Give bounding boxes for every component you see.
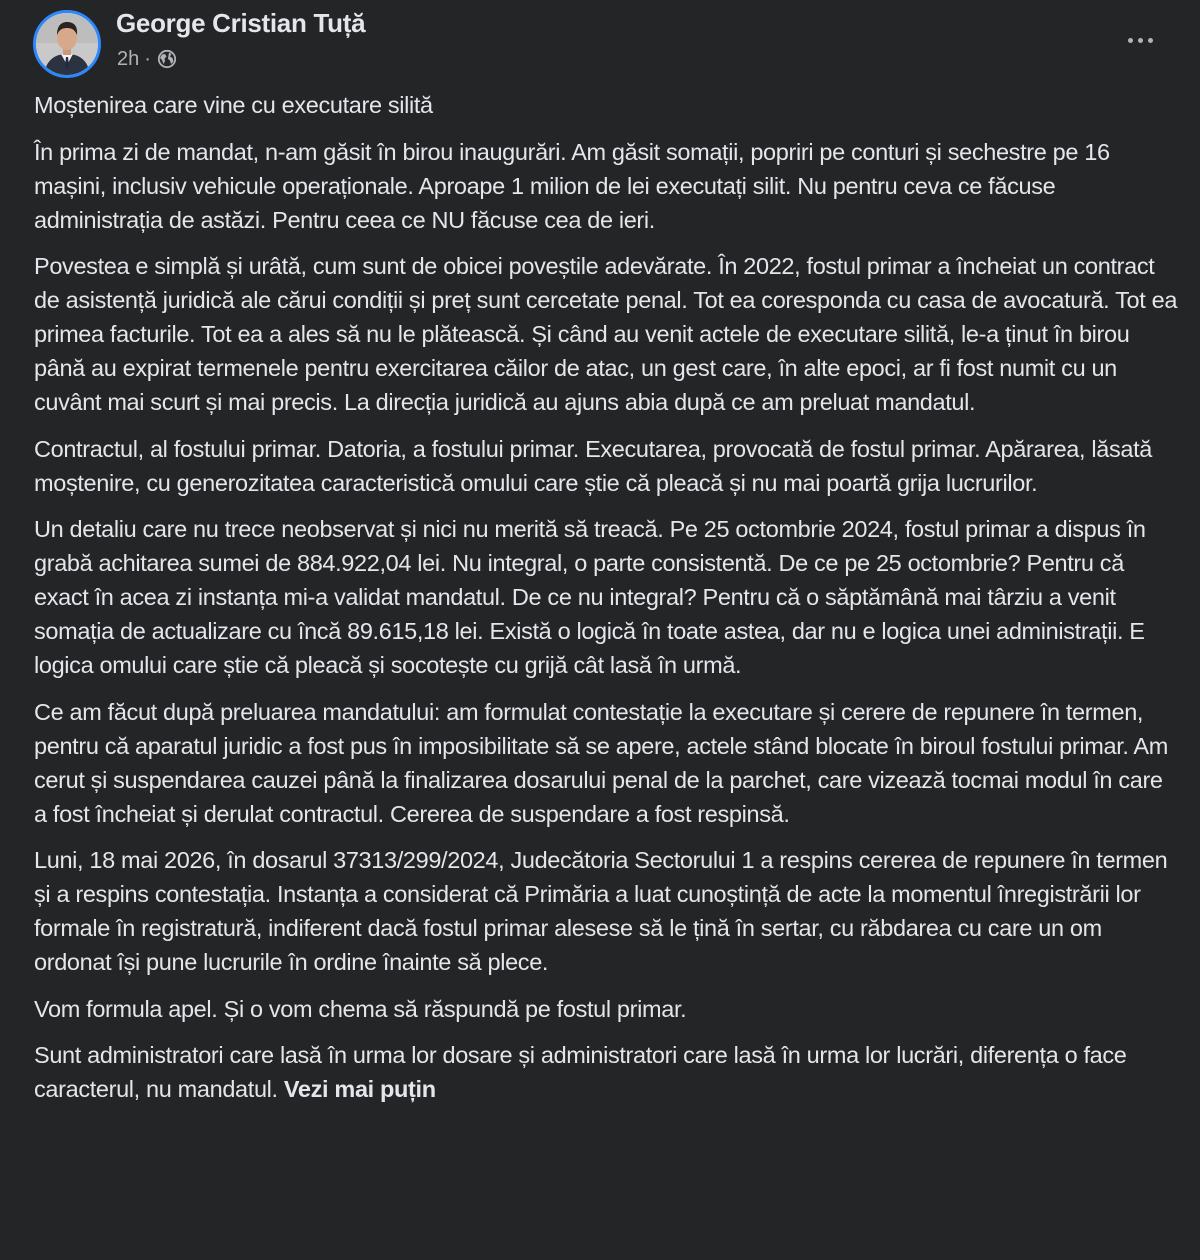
- post-paragraph-last: [34, 1038, 1179, 1106]
- post-paragraph: Un detaliu care nu trece neobservat și nici nu merită să treacă. Pe 25 octombrie 2024, fostul primar a dispus în grabă achitarea sumei de 884.922,04 lei. Nu integral, o parte consistentă. De ce pe 25 octombrie? Pentru că exact în acea zi instanța mi-a validat mandatul. De ce nu integral? Pentru că o săptămână mai târziu a venit somația de actualizare cu încă 89.615,18 lei. Există o logică în toate astea, dar nu e logica unei administrații. E logica omului care știe că pleacă și socotește cu grijă cât lasă în urmă.: [34, 516, 1146, 678]
- post-paragraph: Luni, 18 mai 2026, în dosarul 37313/299/2024, Judecătoria Sectorului 1 a respins cererea de repunere în termen și a respins contestația. Instanța a considerat că Primăria a luat cunoștință de acte la momentul înregistrării lor formale în registratură, indiferent dacă fostul primar alesese să le țină în sertar, cu răbdarea cu care un om ordonat își pune lucrurile în ordine înainte să plece.: [34, 847, 1168, 975]
- meta-separator: ·: [144, 47, 151, 70]
- post-paragraph: Povestea e simplă și urâtă, cum sunt de obicei poveștile adevărate. În 2022, fostul primar a încheiat un contract de asistență juridică ale cărui condiții și preț sunt cercetate penal. Tot ea corespondа cu casa de avocatură. Tot ea primea facturile. Tot ea a ales să nu le plătească. Și când au venit actele de executare silită, le-a ținut în birou până au expirat termenele pentru exercitarea căilor de atac, un gest care, în alte epoci, ar fi fost numit cu un cuvânt mai scurt și mai precis. La direcția juridică au ajuns abia după ce am preluat mandatul.: [34, 253, 1178, 415]
- globe-icon[interactable]: [157, 49, 177, 69]
- ellipsis-icon: [1128, 38, 1153, 43]
- post-header: [0, 0, 1200, 86]
- post-paragraph-text: Sunt administratori care lasă în urma lor dosare și administratori care lasă în urma lor lucrări, diferența o face caracterul, nu mandatul.: [34, 1042, 1127, 1102]
- post-paragraph: Contractul, al fostului primar. Datoria, a fostului primar. Executarea, provocată de fostul primar. Apărarea, lăsată moștenire, cu generozitatea caracteristică omului care știe că pleacă și nu mai poartă grija lucrurilor.: [34, 435, 1152, 496]
- avatar-image: [36, 13, 98, 75]
- author-name[interactable]: George Cristian Tuță: [116, 8, 366, 38]
- post-paragraph: Ce am făcut după preluarea mandatului: am formulat contestație la executare și cerere de repunere în termen, pentru că aparatul juridic a fost pus în imposibilitate să se apere, actele stând blocate în biroul fostului primar. Am cerut și suspendarea cauzei până la finalizarea dosarului penal de la parchet, care vizează tocmai modul în care a fost încheiat și derulat contractul. Cererea de suspendare a fost respinsă.: [34, 698, 1168, 827]
- post-text: [34, 88, 1179, 1119]
- post-paragraph: Vom formula apel. Și o vom chema să răspundă pe fostul primar.: [34, 995, 687, 1022]
- author-avatar[interactable]: [33, 10, 101, 78]
- see-less-link[interactable]: Vezi mai puțin: [283, 1076, 436, 1102]
- post-paragraph: Moștenirea care vine cu executare silită: [34, 92, 433, 118]
- post-timestamp[interactable]: 2h: [117, 47, 140, 70]
- more-options-button[interactable]: [1118, 20, 1162, 60]
- post-meta: [117, 46, 177, 72]
- post-paragraph: În prima zi de mandat, n-am găsit în birou inaugurări. Am găsit somații, popriri pe conturi și sechestre pe 16 mașini, inclusiv vehicule operaționale. Aproape 1 milion de lei executați silit. Nu pentru ceva ce făcuse administrația de astăzi. Pentru ceea ce NU făcuse cea de ieri.: [34, 138, 1110, 233]
